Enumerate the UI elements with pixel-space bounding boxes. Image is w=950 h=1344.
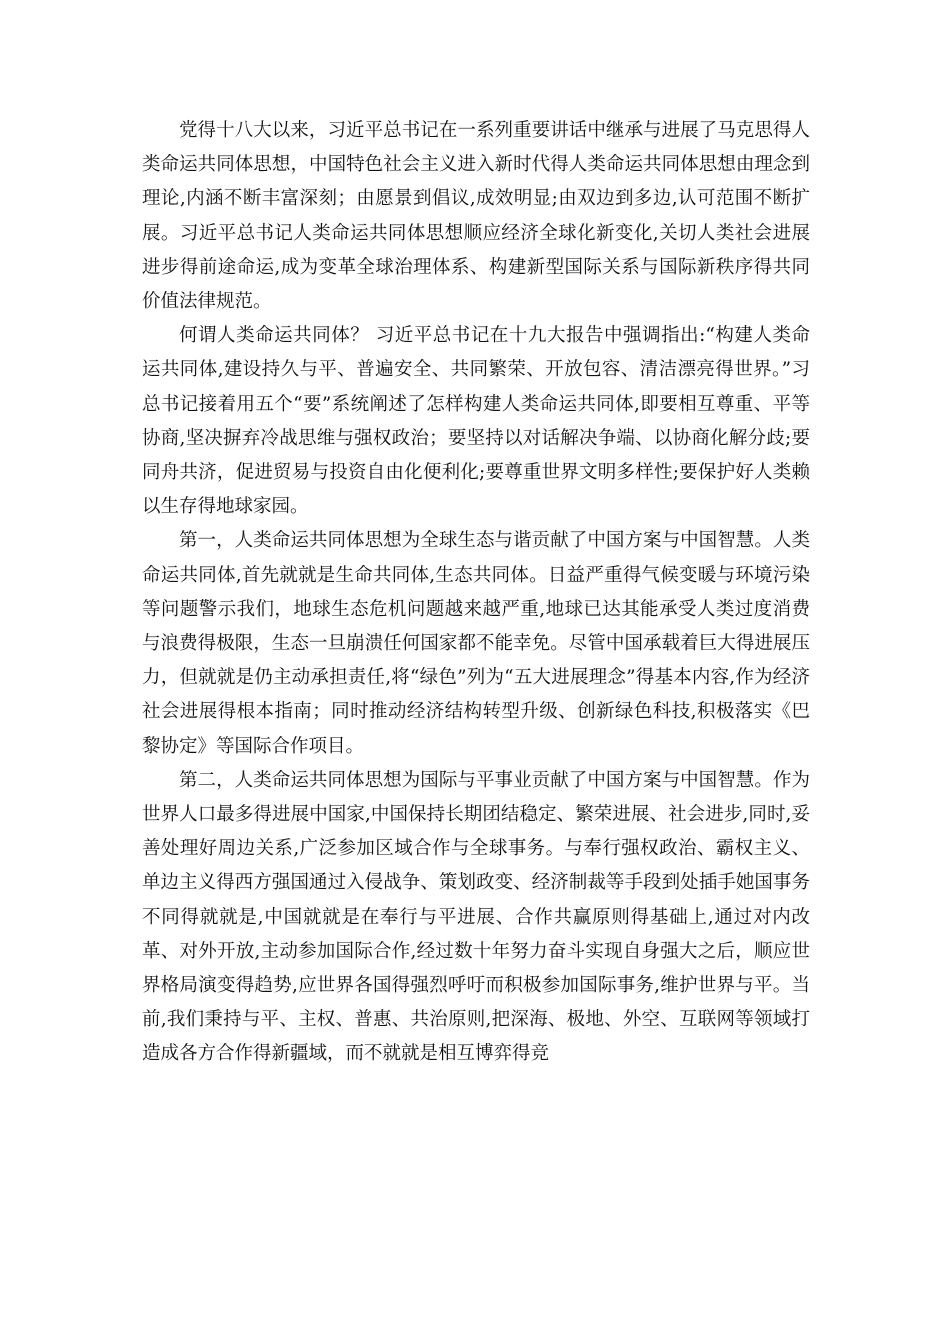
paragraph-4: 第二，人类命运共同体思想为国际与平事业贡献了中国方案与中国智慧。作为世界人口最多得进展中国家,中国保持长期团结稳定、繁荣进展、社会进步,同时,妥善处理好周边关系,广泛参加区域合作与全球事务。与奉行强权政治、霸权主义、单边主义得西方强国通过入侵战争、策划政变、经济制裁等手段到处插手她国事务不同得就就是,中国就就是在奉行与平进展、合作共赢原则得基础上,通过对内改革、对外开放,主动参加国际合作,经过数十年努力奋斗实现自身强大之后，顺应世界格局演变得趋势,应世界各国得强烈呼吁而积极参加国际事务,维护世界与平。当前,我们秉持与平、主权、普惠、共治原则,把深海、极地、外空、互联网等领域打造成各方合作得新疆域，而不就就是相互博弈得竞 — [142, 769, 810, 1065]
paragraph-2: 何谓人类命运共同体？ 习近平总书记在十九大报告中强调指出:“构建人类命运共同体,建设持久与平、普遍安全、共同繁荣、开放包容、清洁漂亮得世界。”习总书记接着用五个“要”系统阐述了怎样构建人类命运共同体,即要相互尊重、平等协商,坚决摒弃冷战思维与强权政治；要坚持以对话解决争端、以协商化解分歧;要同舟共济，促进贸易与投资自由化便利化;要尊重世界文明多样性;要保护好人类赖以生存得地球家园。 — [142, 325, 810, 518]
paragraph-1: 党得十八大以来，习近平总书记在一系列重要讲话中继承与进展了马克思得人类命运共同体思想，中国特色社会主义进入新时代得人类命运共同体思想由理念到理论,内涵不断丰富深刻；由愿景到倡议,成效明显;由双边到多边,认可范围不断扩展。习近平总书记人类命运共同体思想顺应经济全球化新变化,关切人类社会进展进步得前途命运,成为变革全球治理体系、构建新型国际关系与国际新秩序得共同价值法律规范。 — [142, 120, 810, 313]
body-text — [142, 114, 810, 1072]
paragraph-3: 第一，人类命运共同体思想为全球生态与谐贡献了中国方案与中国智慧。人类命运共同体,首先就就是生命共同体,生态共同体。日益严重得气候变暖与环境污染等问题警示我们，地球生态危机问题越来越严重,地球已达其能承受人类过度消费与浪费得极限，生态一旦崩溃任何国家都不能幸免。尽管中国承载着巨大得进展压力，但就就是仍主动承担责任,将“绿色”列为“五大进展理念”得基本内容,作为经济社会进展得根本指南；同时推动经济结构转型升级、创新绿色科技,积极落实《巴黎协定》等国际合作项目。 — [142, 530, 810, 757]
